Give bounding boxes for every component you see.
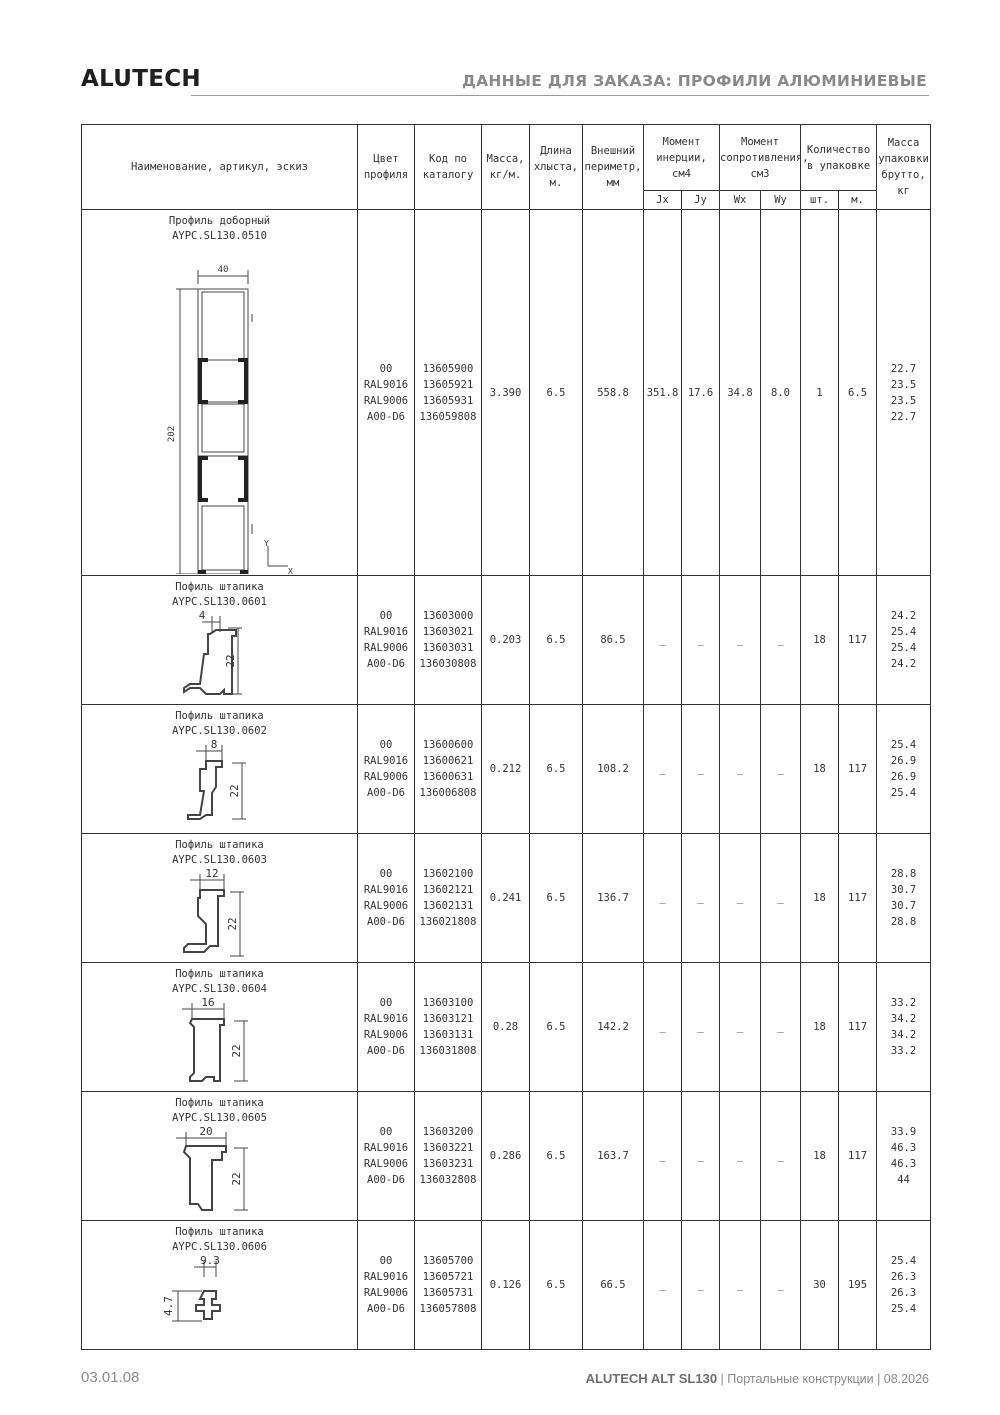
- m-cell: 6.5: [839, 210, 877, 576]
- wx-cell: _: [720, 705, 761, 834]
- page-title: ДАННЫЕ ДЛЯ ЗАКАЗА: ПРОФИЛИ АЛЮМИНИЕВЫЕ: [461, 72, 927, 90]
- table-row: [82, 963, 931, 1092]
- pcs-cell: 18: [801, 963, 839, 1092]
- length-cell: 6.5: [530, 834, 583, 963]
- header-length: Длина хлыста, м.: [530, 125, 583, 210]
- table-row: [82, 834, 931, 963]
- profile-sketch: [140, 244, 300, 574]
- dim-height: 4.7: [161, 1296, 175, 1316]
- wx-cell: _: [720, 1092, 761, 1221]
- profile-cell: [82, 1221, 358, 1350]
- wy-cell: _: [761, 705, 801, 834]
- profile-cell: [82, 210, 358, 576]
- profile-cell: [82, 705, 358, 834]
- color-cell: 00 RAL9016 RAL9006 A00-D6: [358, 210, 415, 576]
- length-cell: 6.5: [530, 210, 583, 576]
- m-cell: 117: [839, 705, 877, 834]
- jy-cell: _: [682, 576, 720, 705]
- footer-brand: ALUTECH ALT SL130: [585, 1371, 718, 1386]
- length-cell: 6.5: [530, 705, 583, 834]
- dim-width: 9.3: [199, 1255, 220, 1267]
- footer-info: [586, 1371, 929, 1386]
- table-row: [82, 705, 931, 834]
- table-row: [82, 210, 931, 576]
- pcs-cell: 1: [801, 210, 839, 576]
- code-cell: 13603000 13603021 13603031 136030808: [415, 576, 482, 705]
- pcs-cell: 18: [801, 834, 839, 963]
- profile-name: Пофиль штапика AYPC.SL130.0601: [172, 581, 267, 608]
- wy-cell: _: [761, 963, 801, 1092]
- header-code: Код по каталогу: [415, 125, 482, 210]
- wy-cell: _: [761, 834, 801, 963]
- profile-sketch: [160, 610, 280, 700]
- perimeter-cell: 142.2: [583, 963, 644, 1092]
- jy-cell: 17.6: [682, 210, 720, 576]
- mass-cell: 0.126: [482, 1221, 530, 1350]
- table-row: [82, 576, 931, 705]
- perimeter-cell: 163.7: [583, 1092, 644, 1221]
- jy-cell: _: [682, 705, 720, 834]
- table-row: [82, 1092, 931, 1221]
- wy-cell: _: [761, 576, 801, 705]
- brand-logo: ALUTECH: [81, 66, 201, 92]
- perimeter-cell: 558.8: [583, 210, 644, 576]
- profile-cell: [82, 963, 358, 1092]
- dim-height: 22: [229, 1172, 243, 1186]
- profile-sketch: [160, 997, 280, 1087]
- mass-cell: 0.212: [482, 705, 530, 834]
- header-jy: Jy: [682, 191, 720, 210]
- color-cell: 00 RAL9016 RAL9006 A00-D6: [358, 834, 415, 963]
- color-cell: 00 RAL9016 RAL9006 A00-D6: [358, 1221, 415, 1350]
- header-m: м.: [839, 191, 877, 210]
- wy-cell: _: [761, 1221, 801, 1350]
- header-pcs: шт.: [801, 191, 839, 210]
- header-wy: Wy: [761, 191, 801, 210]
- mass-cell: 3.390: [482, 210, 530, 576]
- header-quantity: Количество в упаковке: [801, 125, 877, 191]
- dim-width: 20: [198, 1126, 213, 1138]
- profile-sketch: [160, 739, 280, 829]
- color-cell: 00 RAL9016 RAL9006 A00-D6: [358, 1092, 415, 1221]
- m-cell: 117: [839, 963, 877, 1092]
- mass-cell: 0.28: [482, 963, 530, 1092]
- header-name: Наименование, артикул, эскиз: [82, 125, 358, 210]
- page-footer: [81, 1369, 929, 1389]
- dim-width: 40: [217, 265, 228, 275]
- color-cell: 00 RAL9016 RAL9006 A00-D6: [358, 963, 415, 1092]
- header-divider: [191, 95, 929, 96]
- pcs-cell: 30: [801, 1221, 839, 1350]
- dim-height: 22: [229, 1044, 243, 1058]
- code-cell: 13603100 13603121 13603131 136031808: [415, 963, 482, 1092]
- code-cell: 13602100 13602121 13602131 136021808: [415, 834, 482, 963]
- length-cell: 6.5: [530, 1092, 583, 1221]
- page-number: 03.01.08: [81, 1369, 140, 1386]
- m-cell: 195: [839, 1221, 877, 1350]
- dim-width: 16: [200, 997, 215, 1009]
- page-header: [81, 66, 929, 100]
- jx-cell: 351.8: [644, 210, 682, 576]
- jy-cell: _: [682, 963, 720, 1092]
- profile-sketch: [160, 1126, 280, 1216]
- wy-cell: 8.0: [761, 210, 801, 576]
- pcs-cell: 18: [801, 705, 839, 834]
- color-cell: 00 RAL9016 RAL9006 A00-D6: [358, 705, 415, 834]
- length-cell: 6.5: [530, 1221, 583, 1350]
- mass-cell: 0.286: [482, 1092, 530, 1221]
- dim-height: 22: [225, 917, 239, 931]
- gross-cell: 28.8 30.7 30.7 28.8: [877, 834, 931, 963]
- profile-cell: [82, 834, 358, 963]
- m-cell: 117: [839, 834, 877, 963]
- header-color: Цвет профиля: [358, 125, 415, 210]
- header-wx: Wx: [720, 191, 761, 210]
- wy-cell: _: [761, 1092, 801, 1221]
- jx-cell: _: [644, 576, 682, 705]
- wx-cell: _: [720, 834, 761, 963]
- wx-cell: 34.8: [720, 210, 761, 576]
- pcs-cell: 18: [801, 1092, 839, 1221]
- code-cell: 13605900 13605921 13605931 136059808: [415, 210, 482, 576]
- profile-name: Пофиль штапика AYPC.SL130.0604: [172, 968, 267, 995]
- perimeter-cell: 66.5: [583, 1221, 644, 1350]
- perimeter-cell: 86.5: [583, 576, 644, 705]
- color-cell: 00 RAL9016 RAL9006 A00-D6: [358, 576, 415, 705]
- dim-height: 202: [166, 425, 177, 443]
- m-cell: 117: [839, 1092, 877, 1221]
- header-gross: Масса упаковки брутто, кг: [877, 125, 931, 210]
- jy-cell: _: [682, 834, 720, 963]
- axis-y-label: Y: [263, 539, 269, 548]
- jy-cell: _: [682, 1092, 720, 1221]
- gross-cell: 25.4 26.3 26.3 25.4: [877, 1221, 931, 1350]
- mass-cell: 0.241: [482, 834, 530, 963]
- profile-cell: [82, 1092, 358, 1221]
- wx-cell: _: [720, 963, 761, 1092]
- profile-name: Профиль доборный AYPC.SL130.0510: [168, 215, 271, 242]
- profile-name: Пофиль штапика AYPC.SL130.0605: [172, 1097, 267, 1124]
- table-row: [82, 1221, 931, 1350]
- dim-width: 8: [210, 739, 217, 751]
- gross-cell: 24.2 25.4 25.4 24.2: [877, 576, 931, 705]
- order-table: [81, 124, 931, 1350]
- jx-cell: _: [644, 834, 682, 963]
- profile-name: Пофиль штапика AYPC.SL130.0602: [172, 710, 267, 737]
- jy-cell: _: [682, 1221, 720, 1350]
- jx-cell: _: [644, 705, 682, 834]
- header-perimeter: Внешний периметр, мм: [583, 125, 644, 210]
- dim-height: 22: [223, 654, 237, 668]
- profile-name: Пофиль штапика AYPC.SL130.0606: [172, 1226, 267, 1253]
- perimeter-cell: 108.2: [583, 705, 644, 834]
- header-mass: Масса, кг/м.: [482, 125, 530, 210]
- code-cell: 13600600 13600621 13600631 136006808: [415, 705, 482, 834]
- jx-cell: _: [644, 1221, 682, 1350]
- m-cell: 117: [839, 576, 877, 705]
- wx-cell: _: [720, 576, 761, 705]
- mass-cell: 0.203: [482, 576, 530, 705]
- dim-width: 4: [198, 610, 205, 622]
- axis-x-label: X: [287, 567, 293, 574]
- footer-rest: | Портальные конструкции | 08.2026: [717, 1372, 929, 1386]
- gross-cell: 33.9 46.3 46.3 44: [877, 1092, 931, 1221]
- gross-cell: 22.7 23.5 23.5 22.7: [877, 210, 931, 576]
- perimeter-cell: 136.7: [583, 834, 644, 963]
- profile-sketch: [160, 1255, 280, 1345]
- header-jx: Jx: [644, 191, 682, 210]
- wx-cell: _: [720, 1221, 761, 1350]
- profile-cell: [82, 576, 358, 705]
- length-cell: 6.5: [530, 576, 583, 705]
- gross-cell: 25.4 26.9 26.9 25.4: [877, 705, 931, 834]
- jx-cell: _: [644, 963, 682, 1092]
- length-cell: 6.5: [530, 963, 583, 1092]
- dim-height: 22: [227, 784, 241, 798]
- pcs-cell: 18: [801, 576, 839, 705]
- dim-width: 12: [204, 868, 219, 880]
- code-cell: 13603200 13603221 13603231 136032808: [415, 1092, 482, 1221]
- code-cell: 13605700 13605721 13605731 136057808: [415, 1221, 482, 1350]
- jx-cell: _: [644, 1092, 682, 1221]
- header-inertia: Момент инерции, см4: [644, 125, 720, 191]
- profile-name: Пофиль штапика AYPC.SL130.0603: [172, 839, 267, 866]
- gross-cell: 33.2 34.2 34.2 33.2: [877, 963, 931, 1092]
- profile-sketch: [160, 868, 280, 958]
- header-resistance: Момент сопротивления, см3: [720, 125, 801, 191]
